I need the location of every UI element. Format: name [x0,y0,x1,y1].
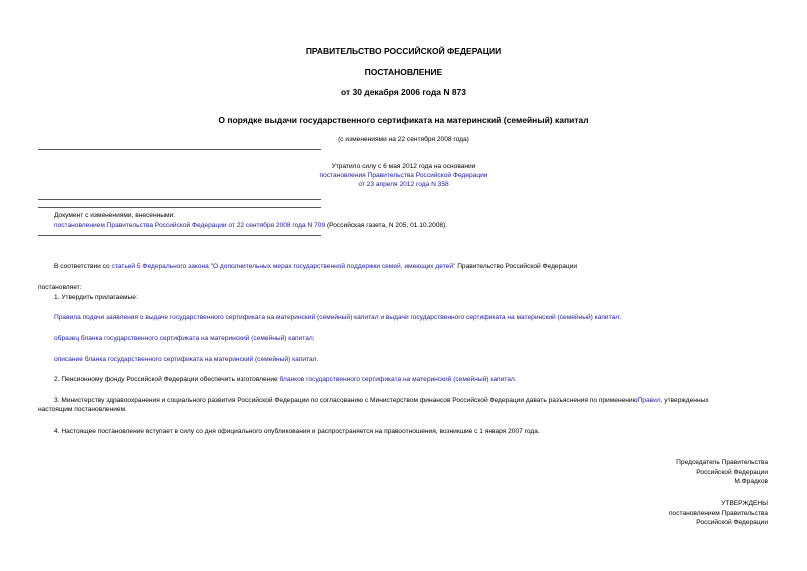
approval-block [669,499,768,528]
approval-title: УТВЕРЖДЕНЫ [721,500,768,507]
divider [38,149,321,150]
item-4: 4. Настоящее постановление вступает в силу со дня официального опубликования и распространяется на правоотношения, возникшие с 1 января 2007 года. [54,428,540,435]
repeal-link-line1[interactable]: постановления Правительства Российской Федерации [319,172,488,179]
preamble-text: Правительство Российской Федерации [455,263,578,270]
decree-word: постановляет: [38,284,82,291]
doc-type-heading: ПОСТАНОВЛЕНИЕ [364,67,443,77]
page-title: О порядке выдачи государственного сертификата на материнский (семейный) капитал [218,115,589,125]
item-3-text: , утвержденных [660,397,709,404]
form-description-link[interactable]: описание бланка государственного сертификата на материнский (семейный) капитал. [54,356,319,363]
date-number-heading: от 30 декабря 2006 года N 873 [340,87,467,97]
divider [38,199,321,200]
changes-source: (Российская газета, N 205, 01.10.2008). [325,222,448,229]
signature-block [676,458,768,487]
federal-law-link[interactable]: статьей 5 Федерального закона "О дополнительных мерах государственной поддержки семей, имеющих детей" [111,263,456,270]
amendments-note: (с изменениями на 22 сентября 2008 года) [338,136,469,143]
changes-label: Документ с изменениями, внесенными: [54,212,176,219]
amending-decree-link[interactable]: постановлением Правительства Российской Федерации от 22 сентября 2008 года N 709 [54,222,326,229]
signatory-name: М.Фрадков [734,478,768,485]
status-block [0,162,807,189]
item-2 [54,375,517,384]
item-1: 1. Утвердить прилагаемые: [54,294,138,301]
preamble [54,262,577,271]
certificate-forms-link[interactable]: бланков государственного сертификата на материнский (семейный) капитал [279,376,515,383]
form-sample-link[interactable]: образец бланка государственного сертификата на материнский (семейный) капитал; [54,335,315,342]
divider [38,207,321,208]
rules-link[interactable]: Правила подачи заявления о выдаче государственного сертификата на материнский (семейный) капитал и выдачи государственного сертификата на материнский (семейный) капитал; [54,314,621,321]
item-3-text: 3. Министерству здравоохранения и социального развития Российской Федерации по согласованию с Министерством финансов Российской Федерации давать разъяснения по применению [54,397,638,404]
item-2-text: . [514,376,517,383]
rules-ref-link[interactable]: Правил [637,397,661,404]
status-text: Утратило силу с 6 мая 2012 года на основании [331,163,476,170]
approval-org: Российской Федерации [696,519,768,526]
signatory-org: Российской Федерации [696,468,768,476]
repeal-link-line2[interactable]: от 23 апреля 2012 года N 358 [358,181,449,188]
item-2-text: 2. Пенсионному фонду Российской Федерации обеспечить изготовление [54,376,280,383]
changes-line [54,221,447,230]
signatory-title: Председатель Правительства [676,459,768,466]
preamble-text: В соответствии со [54,263,112,270]
approval-by: постановлением Правительства [668,509,768,517]
government-heading: ПРАВИТЕЛЬСТВО РОССИЙСКОЙ ФЕДЕРАЦИИ [305,46,502,56]
divider [38,235,321,236]
item-3-continuation: настоящим постановлением. [38,406,127,413]
item-3 [54,396,709,405]
